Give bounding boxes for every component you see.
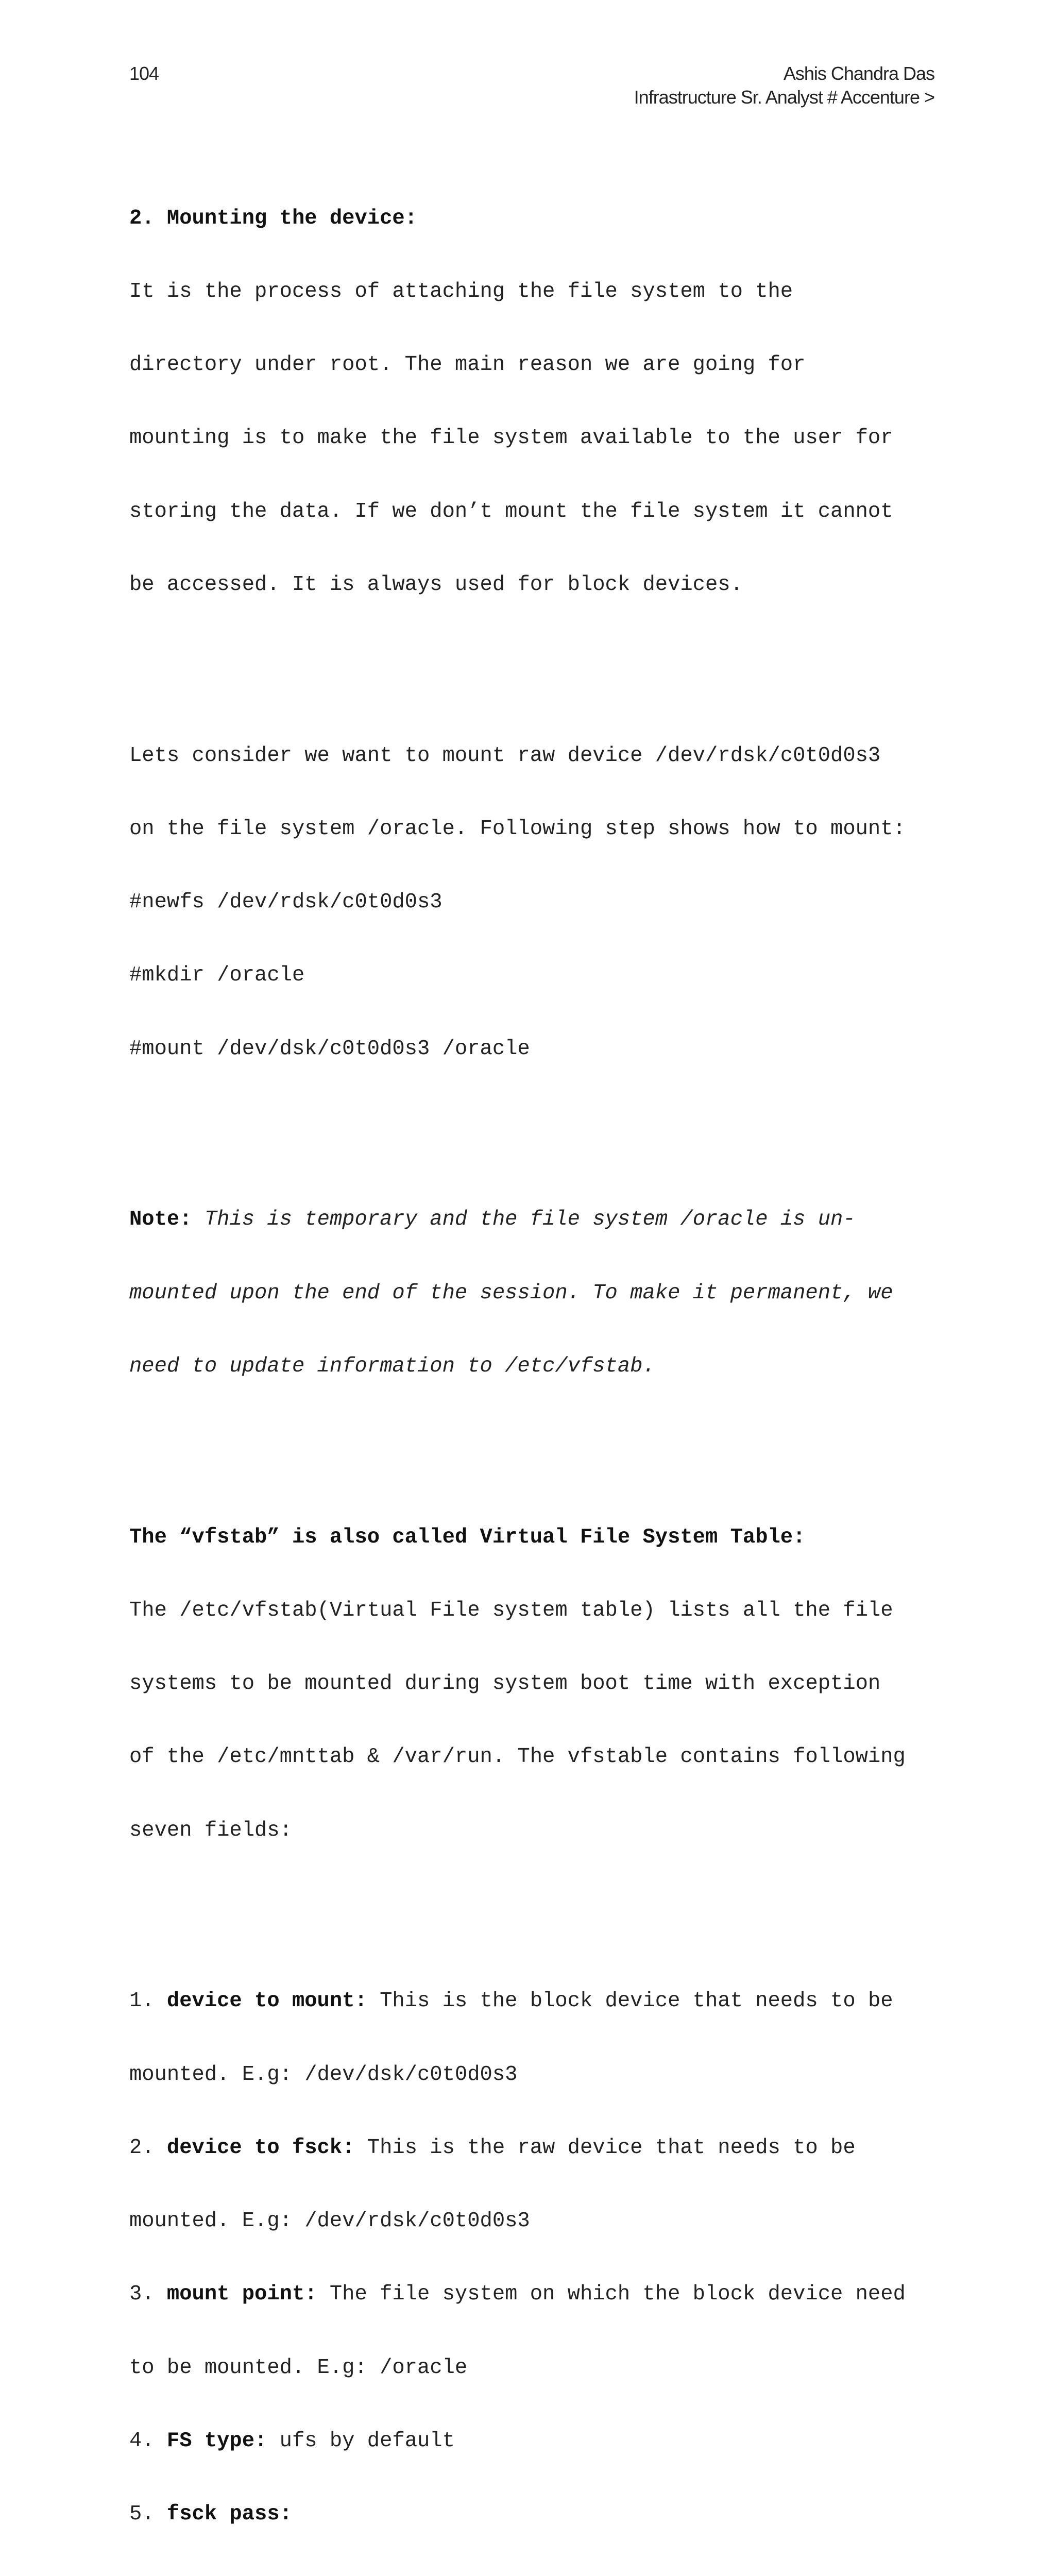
field-label: fsck pass: (154, 2502, 292, 2526)
field-item-4 (129, 2429, 954, 2453)
field-number: 1. (129, 1989, 155, 2013)
note-text: This is temporary and the file system /oracle is un- (192, 1208, 856, 1232)
field-text: This is the block device that needs to be (367, 1989, 893, 2013)
paragraph-line: systems to be mounted during system boot time with exception (129, 1672, 881, 1696)
field-label: FS type: (154, 2429, 267, 2453)
paragraph-line: seven fields: (129, 1818, 292, 1842)
field-text: This is the raw device that needs to be (354, 2136, 856, 2160)
paragraph-line: It is the process of attaching the file system to the (129, 280, 793, 304)
field-label: device to mount: (154, 1989, 367, 2013)
field-text: The file system on which the block device need (317, 2282, 906, 2307)
field-text: mounted. E.g: /dev/dsk/c0t0d0s3 (129, 2062, 518, 2087)
field-label: device to fsck: (154, 2136, 355, 2160)
page-number: 104 (129, 63, 159, 84)
note-text: need to update information to /etc/vfstab. (129, 1354, 655, 1378)
page-header (0, 0, 1055, 124)
field-number: 3. (129, 2282, 155, 2307)
note-text: mounted upon the end of the session. To make it permanent, we (129, 1281, 893, 1305)
command-line: #mkdir /oracle (129, 963, 305, 988)
field-text: to be mounted. E.g: /oracle (129, 2355, 468, 2380)
note-line (129, 1208, 954, 1232)
field-text: ufs by default (267, 2429, 455, 2453)
paragraph-line: be accessed. It is always used for block devices. (129, 572, 743, 597)
section-heading-mounting: 2. Mounting the device: (129, 206, 417, 230)
field-label: mount point: (154, 2282, 317, 2307)
note-label: Note: (129, 1208, 192, 1232)
field-number: 4. (129, 2429, 155, 2453)
command-line: #mount /dev/dsk/c0t0d0s3 /oracle (129, 1037, 530, 1061)
paragraph-line: storing the data. If we don’t mount the file system it cannot (129, 499, 893, 523)
field-item-2 (129, 2136, 954, 2160)
author-name: Ashis Chandra Das (783, 63, 934, 84)
paragraph-line: of the /etc/mnttab & /var/run. The vfstable contains following (129, 1745, 906, 1769)
paragraph-line: Lets consider we want to mount raw device /dev/rdsk/c0t0d0s3 (129, 743, 881, 768)
paragraph-line: on the file system /oracle. Following step shows how to mount: (129, 817, 906, 841)
author-affiliation: Infrastructure Sr. Analyst # Accenture > (634, 87, 934, 108)
field-item-3 (129, 2282, 954, 2307)
section-heading-vfstab: The “vfstab” is also called Virtual File System Table: (129, 1525, 806, 1549)
paragraph-line: The /etc/vfstab(Virtual File system table) lists all the file (129, 1598, 893, 1622)
paragraph-gap (129, 1110, 954, 1134)
paragraph-gap (129, 1428, 954, 1452)
field-item-5 (129, 2502, 954, 2527)
field-item-1 (129, 1989, 954, 2013)
paragraph-gap (129, 646, 954, 670)
command-line: #newfs /dev/rdsk/c0t0d0s3 (129, 890, 443, 914)
paragraph-line: mounting is to make the file system available to the user for (129, 426, 893, 450)
document-body (129, 158, 954, 2576)
field-number: 2. (129, 2136, 155, 2160)
field-number: 5. (129, 2502, 155, 2526)
field-subitem (129, 2575, 954, 2576)
field-text: mounted. E.g: /dev/rdsk/c0t0d0s3 (129, 2209, 530, 2233)
paragraph-gap (129, 1892, 954, 1916)
paragraph-line: directory under root. The main reason we are going for (129, 353, 806, 377)
